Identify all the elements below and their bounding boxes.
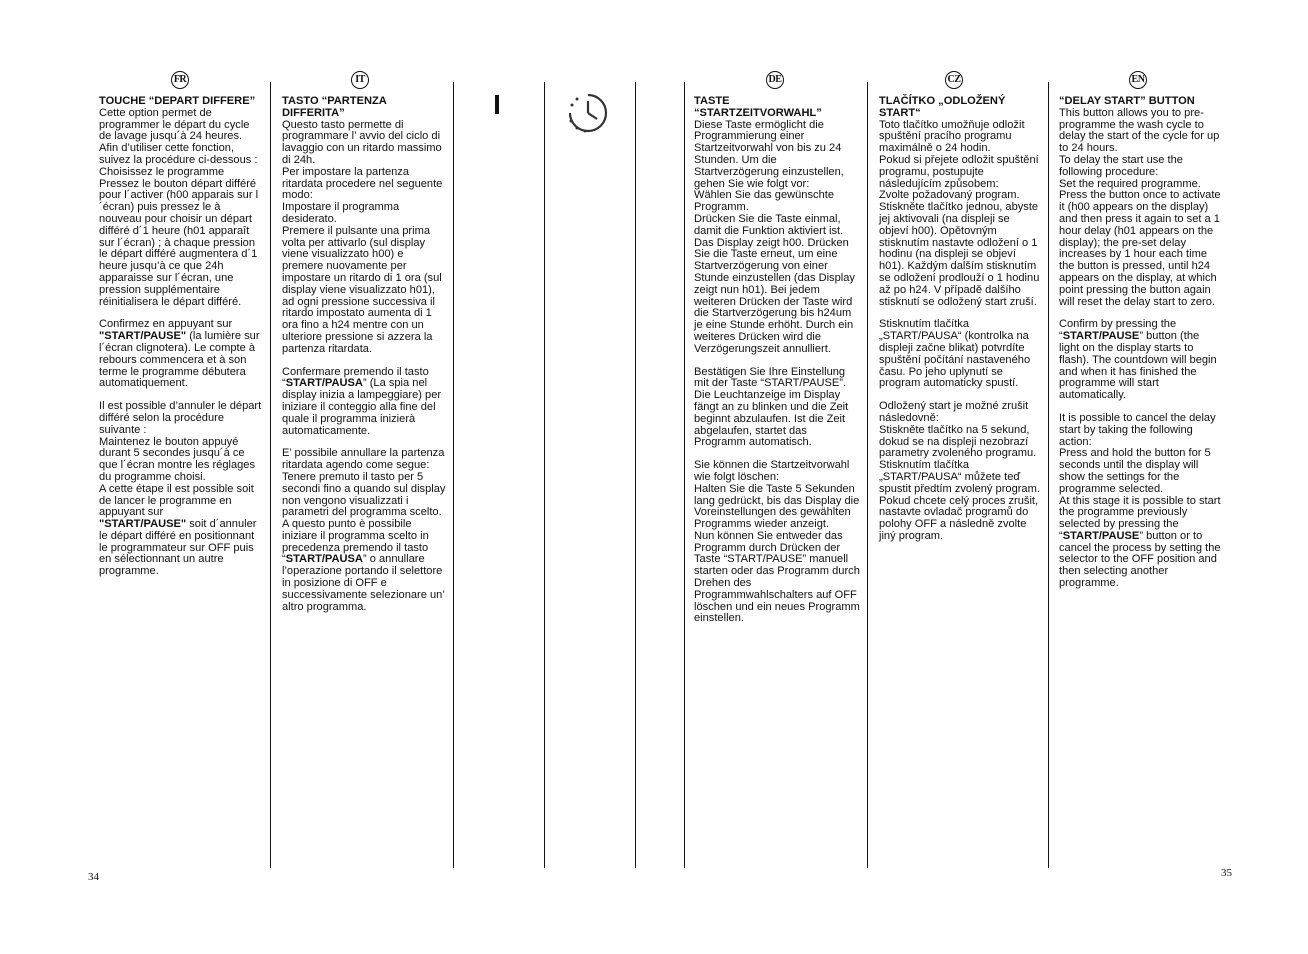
section-heading: TOUCHE “DEPART DIFFERE” [99, 95, 256, 107]
column-en [1059, 96, 1222, 601]
column-cz [879, 96, 1041, 554]
body-text: Confirmez en appuyant sur [99, 318, 233, 331]
lang-badge-fr: FR [171, 71, 189, 89]
paragraph [879, 96, 1041, 308]
middle-symbol-bar [495, 95, 499, 114]
body-text: Stisknutím tlačítka „START/PAUSA“ (kontrolka na displeji začne blikat) potvrdíte spuštění počítání nastaveného času. Po jeho uplynutí se program automaticky spustí. [879, 318, 1031, 390]
section-heading: TASTE “STARTZEITVORWAHL” [694, 95, 822, 119]
body-text: Bestätigen Sie Ihre Einstellung mit der Taste “START/PAUSE”. Die Leuchtanzeige im Display fängt an zu blinken und die Zeit beginnt abzulaufen. Ist die Zeit abgelaufen, startet das Programm automatisch. [694, 365, 849, 449]
column-divider [684, 82, 685, 868]
paragraph [879, 401, 1041, 543]
body-text: Toto tlačítko umožňuje odložit spuštění pracího programu maximálně o 24 hodin. Pokud si přejete odložit spuštění programu, postupujte následujícím způsobem: Zvolte požadovaný program. Stiskněte tlačítko jednou, abyste jej aktivovali (na displeji se objeví h00). Opětovným stisknutím nastavte odložení o 1 hodinu (na displeji se objeví h01). Každým dalším stisknutím se odložení prodlouží o 1 hodinu až po h24. V případě dalšího stisknutí se odložený start zruší. [879, 118, 1040, 308]
lang-badge-it: IT [351, 71, 369, 89]
paragraph [99, 401, 262, 578]
body-text: ” (La spia nel display inizia a lampeggiare) per iniziare il conteggio alla fine del quale il programma inizierà automaticamente. [282, 377, 442, 437]
bold-text: START/PAUSE [1062, 330, 1140, 343]
body-text: soit d´annuler le départ différé en positionnant le programmateur sur OFF puis en sélectionnant un autre programme. [99, 518, 257, 578]
column-divider [544, 82, 545, 868]
section-heading: TASTO “PARTENZA DIFFERITA” [282, 95, 387, 119]
column-divider [270, 82, 271, 868]
column-divider [635, 82, 636, 868]
bold-text: "START/PAUSE" [99, 330, 187, 343]
column-divider [1048, 82, 1049, 868]
body-text: Odložený start je možné zrušit následovně: Stiskněte tlačítko na 5 sekund, dokud se na displeji nezobrazí parametry zvoleného programu. Stisknutím tlačítka „START/PAUSA“ můžete teď spustit předtím zvolený program. Pokud chcete celý proces zrušit, nastavte ovladač programů do polohy OFF a následně zvolte jiný program. [879, 400, 1040, 542]
column-fr [99, 96, 262, 589]
paragraph [282, 367, 447, 438]
delay-clock-icon [564, 91, 610, 135]
section-heading: TLAČÍTKO „ODLOŽENÝ START“ [879, 95, 1006, 119]
bold-text: "START/PAUSE" [99, 518, 187, 531]
paragraph [1059, 96, 1222, 308]
paragraph [694, 460, 860, 625]
body-text: Diese Taste ermöglicht die Programmierung einer Startzeitvorwahl von bis zu 24 Stunden. Um die Startverzögerung einzustellen, gehen Sie wie folgt vor: Wählen Sie das gewünschte Programm. Drücken Sie die Taste einmal, damit die Funktion aktiviert ist. Das Display zeigt h00. Drücken Sie die Taste erneut, um eine Startverzögerung von einer Stunde einzustellen (das Display zeigt nun h01). Bei jedem weiteren Drücken der Taste wird die Startverzögerung bis h24um je eine Stunde erhöht. Durch ein weiteres Drücken wird die Verzögerungszeit annulliert. [694, 118, 855, 355]
body-text: Confermare premendo il tasto “ [282, 365, 429, 390]
paragraph [879, 319, 1041, 390]
section-heading: “DELAY START” BUTTON [1059, 95, 1195, 107]
page-number-right: 35 [1221, 867, 1232, 879]
body-text: ” button (the light on the display starts to flash). The countdown will begin and when it has finished the programme will start automatically. [1059, 330, 1217, 402]
body-text: Sie können die Startzeitvorwahl wie folgt löschen: Halten Sie die Taste 5 Sekunden lang gedrückt, bis das Display die Voreinstellungen des gewählten Programms wieder anzeigt. Nun können Sie entweder das Programm durch Drücken der Taste “START/PAUSE” manuell starten oder das Programm durch Drehen des Programmwahlschalters auf OFF löschen und ein neues Programm einstellen. [694, 459, 860, 625]
body-text: Questo tasto permette di programmare l’ avvio del ciclo di lavaggio con un ritardo massimo di 24h. Per impostare la partenza ritardata procedere nel seguente modo: Impostare il programma desiderato. Premere il pulsante una prima volta per attivarlo (sul display viene visualizzato h00) e premere nuovamente per impostare un ritardo di 1 ora (sul display viene visualizzato h01), ad ogni pressione successiva il ritardo impostato aumenta di 1 ora fino a h24 mentre con un ulteriore pressione si azzera la partenza ritardata. [282, 118, 443, 355]
column-de [694, 96, 860, 636]
bold-text: START/PAUSA [285, 377, 363, 390]
page-number-left: 34 [88, 871, 99, 883]
body-text: This button allows you to pre-programme the wash cycle to delay the start of the cycle for up to 24 hours. To delay the start use the following procedure: Set the required programme. Press the button once to activate it (h00 appears on the display) and then press it again to set a 1 hour delay (h01 appears on the display); the pre-set delay increases by 1 hour each time the button is pressed, until h24 appears on the display, at which point pressing the button again will reset the delay start to zero. [1059, 106, 1221, 308]
body-text: ” button or to cancel the process by setting the selector to the OFF position and then selecting another programme. [1059, 529, 1221, 590]
paragraph [694, 367, 860, 450]
bold-text: START/PAUSA [285, 553, 363, 566]
paragraph [1059, 319, 1222, 402]
paragraph [282, 448, 447, 613]
bold-text: START/PAUSE [1062, 529, 1140, 542]
column-divider [453, 82, 454, 868]
paragraph [282, 96, 447, 356]
lang-badge-de: DE [766, 71, 784, 89]
lang-badge-en: EN [1129, 71, 1147, 89]
lang-badge-cz: CZ [945, 71, 963, 89]
body-text: It is possible to cancel the delay start by taking the following action: Press and hold the button for 5 seconds until the display will show the settings for the programme selected. At this stage it is possible to start the programme previously selected by pressing the “ [1059, 411, 1221, 542]
column-it [282, 96, 447, 624]
paragraph [694, 96, 860, 356]
body-text: Confirm by pressing the “ [1059, 318, 1177, 343]
body-text: ” o annullare l’operazione portando il selettore in posizione di OFF e successivamente selezionare un’ altro programma. [282, 553, 445, 613]
body-text: (la lumière sur l´écran clignotera). Le compte à rebours commencera et à son terme le programme débutera automatiquement. [99, 330, 260, 390]
paragraph [99, 96, 262, 308]
paragraph [99, 319, 262, 390]
paragraph [1059, 413, 1222, 590]
column-divider [867, 82, 868, 868]
body-text: Cette option permet de programmer le départ du cycle de lavage jusqu´à 24 heures. Afin d’utiliser cette fonction, suivez la procédure ci-dessous : Choisissez le programme Pressez le bouton départ différé pour l´activer (h00 apparais sur l´écran) puis pressez le à nouveau pour choisir un départ différé d´1 heure (h01 apparaît sur l´écran) ; à chaque pression le départ différé augmentera d´1 heure jusqu’à ce que 24h apparaisse sur l´écran, une pression supplémentaire réinitialisera le départ différé. [99, 106, 259, 308]
body-text: E’ possibile annullare la partenza ritardata agendo come segue: Tenere premuto il tasto per 5 secondi fino a quando sul display non vengono visualizzati i parametri del programma scelto. A questo punto è possibile iniziare il programma scelto in precedenza premendo il tasto “ [282, 447, 446, 566]
body-text: Il est possible d’annuler le départ différé selon la procédure suivante : Maintenez le bouton appuyé durant 5 secondes jusqu´à ce que l´écran montre les réglages du programme choisi. A cette étape il est possible soit de lancer le programme en appuyant sur [99, 400, 262, 519]
